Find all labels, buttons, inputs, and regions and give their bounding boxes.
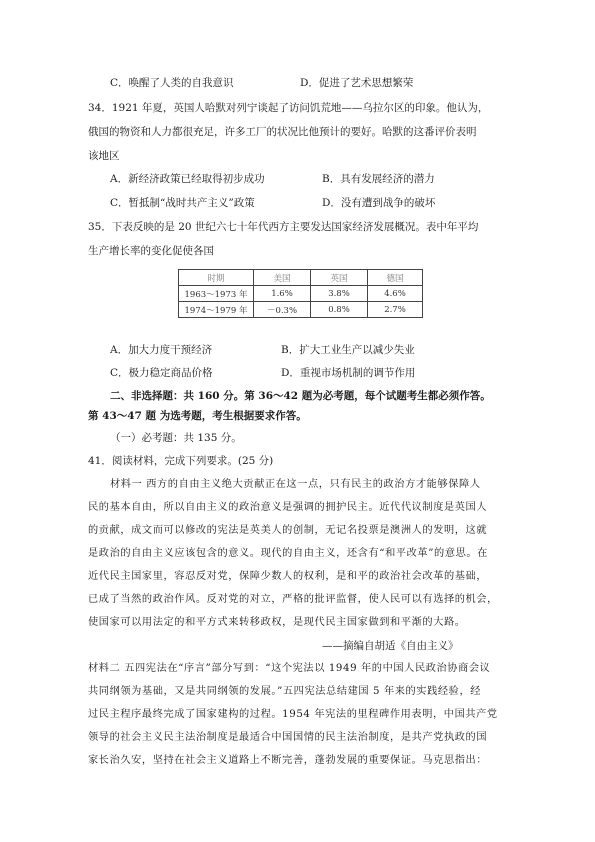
table-cell: 1.6% — [254, 286, 311, 302]
q41-material2-line: 家长治久安，坚持在社会主义道路上不断完善，蓬勃发展的重要保证。马克思指出： — [88, 755, 488, 766]
q34-stem-line-3: 该地区 — [88, 150, 120, 162]
q41-material2-line: 过民主程序最终完成了国家建构的过程。1954 年宪法的里程碑作用表明，中国共产党 — [88, 709, 498, 720]
table-row — [179, 302, 423, 318]
table-header-cell: 德国 — [368, 270, 423, 286]
q41-material1-line: 已成了当然的政治作风。反对党的对立，严格的批评监督，使人民可以有选择的机会， — [88, 594, 498, 605]
q41-material1-line: 的贡献，成文而可以修改的宪法是英美人的创制，无记名投票是澳洲人的发明，这就 — [88, 525, 488, 536]
table-header-cell: 英国 — [311, 270, 368, 286]
q34-stem-line-1: 34．1921 年夏，英国人哈默对列宁谈起了访问饥荒地——乌拉尔区的印象。他认为， — [88, 102, 489, 114]
q34-option-c: C．暂抵制“战时共产主义”政策 — [110, 197, 255, 209]
q41-source-1: ——摘编自胡适《自由主义》 — [322, 640, 459, 652]
q34-option-a: A．新经济政策已经取得初步成功 — [110, 173, 265, 185]
table-header-cell: 时期 — [179, 270, 254, 286]
table-cell: 2.7% — [368, 302, 423, 318]
section2-heading-line-1: 二、非选择题：共 160 分。第 36～42 题为必考题，每个试题考生都必须作答。 — [110, 390, 491, 402]
q35-option-c: C．极力稳定商品价格 — [110, 367, 213, 379]
q35-option-a: A．加大力度干预经济 — [110, 344, 213, 356]
q33-option-c: C．唤醒了人类的自我意识 — [110, 77, 234, 89]
q41-material1-line: 使国家可以用法定的和平方式来转移政权，是现代民主国家做到和平渐的大路。 — [88, 617, 466, 628]
table-header-cell: 美国 — [254, 270, 311, 286]
q41-stem: 41．阅读材料，完成下列要求。(25 分) — [88, 455, 274, 467]
table-cell: 4.6% — [368, 286, 423, 302]
q41-material1-line: 材料一 西方的自由主义绝大贡献正在这一点，只有民主的政治方才能够保障人 — [110, 479, 481, 490]
q35-option-d: D．重视市场机制的调节作用 — [281, 367, 416, 379]
q35-stem-line-1: 35．下表反映的是 20 世纪六七十年代西方主要发达国家经济发展概况。表中年平均 — [88, 221, 479, 233]
table-cell: 1963～1973 年 — [179, 286, 254, 302]
q34-option-b: B．具有发展经济的潜力 — [322, 173, 435, 185]
q41-material2-line: 材料二 五四宪法在“序言”部分写到：“这个宪法以 1949 年的中国人民政治协商会议 — [88, 663, 491, 674]
section2-heading-line-2: 第 43～47 题 为选考题，考生根据要求作答。 — [88, 410, 307, 422]
q34-stem-line-2: 俄国的物资和人力都很充足，许多工厂的状况比他预计的要好。哈默的这番评价表明 — [88, 126, 477, 138]
table-cell: －0.3% — [254, 302, 311, 318]
q41-material2-line: 领导的社会主义民主法治制度是最适合中国国情的民主法治制度，是共产党执政的国 — [88, 732, 488, 743]
q33-option-d: D．促进了艺术思想繁荣 — [300, 77, 414, 89]
q35-stem-line-2: 生产增长率的变化促使各国 — [88, 245, 214, 257]
q41-material2-line: 共同纲领为基础，又是共同纲领的发展。”五四宪法总结建国 5 年来的实践经验，经 — [88, 686, 482, 697]
table-header-row — [179, 270, 423, 286]
q35-option-b: B．扩大工业生产以减少失业 — [281, 344, 415, 356]
table-cell: 1974～1979 年 — [179, 302, 254, 318]
table-cell: 0.8% — [311, 302, 368, 318]
q41-material1-line: 是政治的自由主义应该包含的意义。现代的自由主义，还含有“和平改革”的意思。在 — [88, 548, 488, 559]
q41-material1-line: 民的基本自由，所以自由主义的政治意义是强调的拥护民主。近代代议制度是英国人 — [88, 502, 488, 513]
table-row — [179, 286, 423, 302]
growth-rate-table — [178, 269, 423, 318]
q41-material1-line: 近代民主国家里，容忍反对党，保障少数人的权利，是和平的政治社会改革的基础， — [88, 571, 488, 582]
section2-subheading: （一）必考题：共 135 分。 — [110, 432, 242, 444]
table-cell: 3.8% — [311, 286, 368, 302]
q34-option-d: D．没有遭到战争的破坏 — [322, 197, 436, 209]
